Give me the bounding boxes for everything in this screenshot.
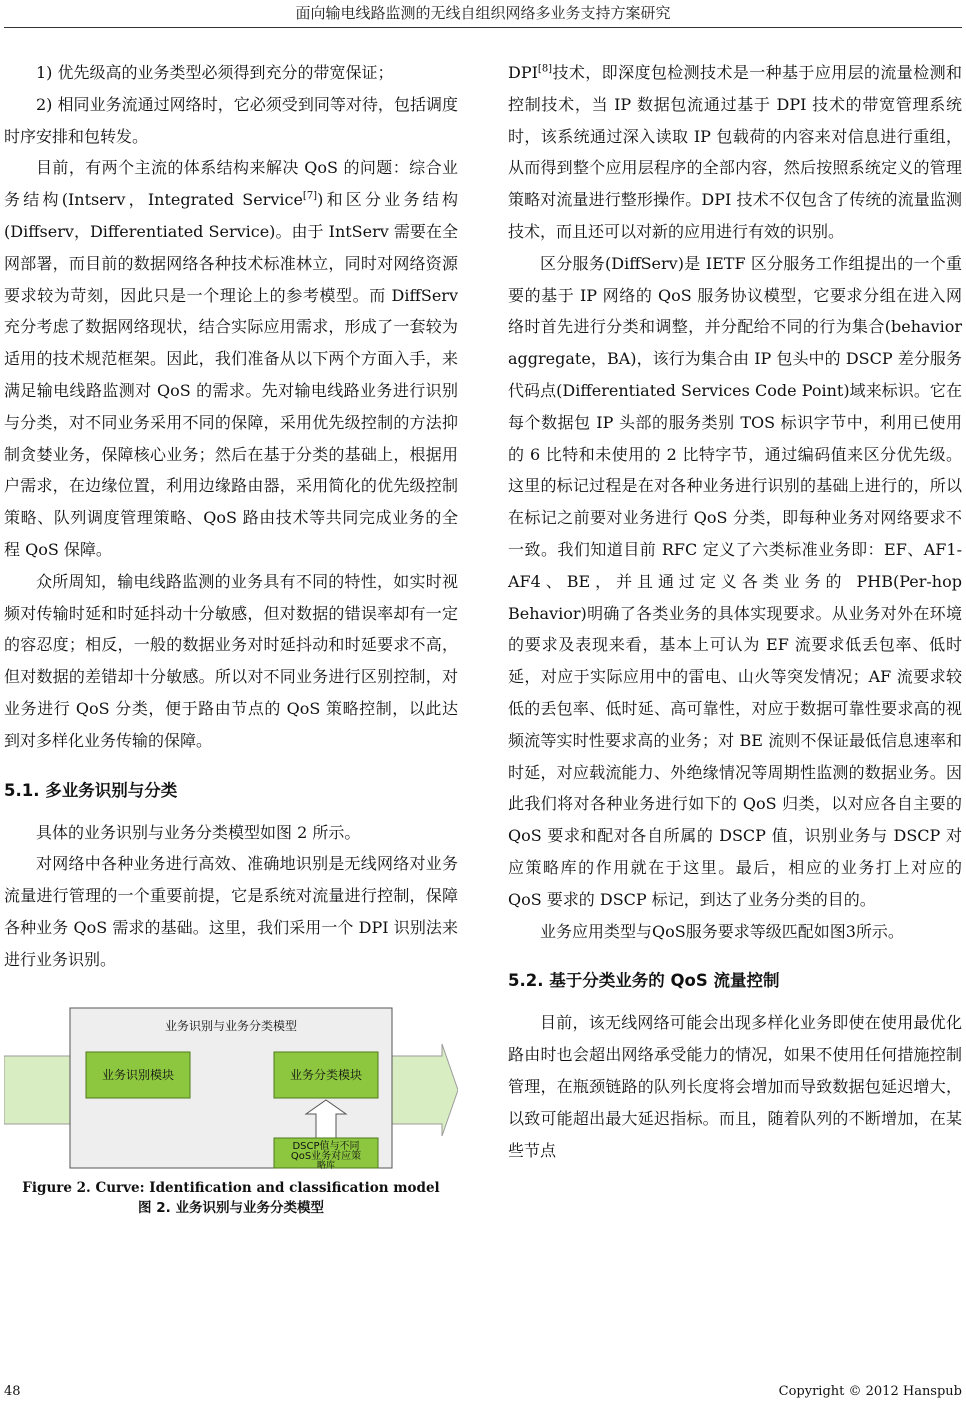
- citation-7: [7]: [302, 190, 318, 202]
- paragraph-text: 目前，有两个主流的体系结构来解决 QoS 的问题：综合业务结构(Intserv，Integrated Service: [4, 158, 458, 210]
- section-heading-5-1: 5.1. 多业务识别与分类: [4, 780, 178, 800]
- paragraph-qos-architectures: [4, 152, 458, 565]
- identify-module-label: 业务识别模块: [101, 1067, 175, 1082]
- dscp-label-line-2: QoS业务对应策: [290, 1150, 362, 1162]
- copyright: Copyright © 2012 Hanspub: [778, 1384, 962, 1399]
- figure-caption-en: Figure 2. Curve: Identification and classification model: [22, 1179, 440, 1196]
- citation-8: [8]: [537, 63, 553, 75]
- figure-2: [4, 1006, 458, 1218]
- paragraph-text: )和区分业务结构(Diffserv，Differentiated Service)。由于 IntServ 需要在全网部署，而目前的数据网络各种技术标准林立，同时对网络资源要求较为苛刻，因此只是一个理论上的参考模型。而 DiffServ 充分考虑了数据网络现状，结合实际应用需求，形成了一套较为适用的技术规范框架。因此，我们准备从以下两个方面入手，来满足输电线路监测对 QoS 的需求。先对输电线路业务进行识别与分类，对不同业务采用不同的保障，采用优先级控制的方法抑制贪婪业务，保障核心业务；然后在基于分类的基础上，根据用户需求，在边缘位置，利用边缘路由器，采用简化的优先级控制策略、队列调度管理策略、QoS 路由技术等共同完成业务的全程 QoS 保障。: [4, 190, 458, 559]
- page-number: 48: [4, 1384, 21, 1399]
- figure-caption-zh: 图 2. 业务识别与业务分类模型: [138, 1199, 324, 1216]
- model-diagram: [4, 1006, 458, 1170]
- dscp-label-line-3: 略库: [316, 1160, 336, 1170]
- paragraph-service-characteristics: 众所周知，输电线路监测的业务具有不同的特性，如实时视频对传输时延和时延抖动十分敏感，但对数据的错误率却有一定的容忍度；相反，一般的数据业务对时延抖动和时延要求不高，但对数据的差错却十分敏感。所以对不同业务进行区别控制，对业务进行 QoS 分类，便于路由节点的 QoS 策略控制，以此达到对多样化业务传输的保障。: [4, 571, 458, 750]
- dscp-label-line-1: DSCP值与不同: [292, 1140, 360, 1152]
- paragraph-flow-control: 目前，该无线网络可能会出现多样化业务即使在使用最优化路由时也会超出网络承受能力的情况，如果不使用任何措施控制管理，在瓶颈链路的队列长度将会增加而导致数据包延迟增大，以致可能超出最大延迟指标。而且，随着队列的不断增加，在某些节点: [508, 1013, 962, 1160]
- right-column: [508, 57, 962, 1166]
- figure-2-diagram: [4, 1006, 458, 1170]
- section-heading-5-2: 5.2. 基于分类业务的 QoS 流量控制: [508, 971, 780, 991]
- paragraph-dpi-intro: 对网络中各种业务进行高效、准确地识别是无线网络对业务流量进行管理的一个重要前提，它是系统对流量进行控制，保障各种业务 QoS 需求的基础。这里，我们采用一个 DPI 识别法来进行业务识别。: [4, 854, 458, 969]
- paragraph-figure3-ref: 业务应用类型与QoS服务要求等级匹配如图3所示。: [540, 921, 904, 941]
- list-item-1: 1) 优先级高的业务类型必须得到充分的带宽保证；: [36, 63, 394, 82]
- paragraph-figure-ref: 具体的业务识别与业务分类模型如图 2 所示。: [36, 822, 361, 842]
- running-title: 面向输电线路监测的无线自组织网络多业务支持方案研究: [295, 4, 671, 22]
- frame-title: 业务识别与业务分类模型: [164, 1018, 298, 1033]
- classify-module-label: 业务分类模块: [289, 1067, 363, 1082]
- list-item-2: 2) 相同业务流通过网络时，它必须受到同等对待，包括调度时序安排和包转发。: [4, 94, 458, 146]
- left-column: [4, 57, 458, 1218]
- paragraph-text: 技术，即深度包检测技术是一种基于应用层的流量检测和控制技术，当 IP 数据包流通过基于 DPI 技术的带宽管理系统时，该系统通过深入读取 IP 包载荷的内容来对信息进行重组，从而得到整个应用层程序的全部内容，然后按照系统定义的管理策略对流量进行整形操作。DPI 技术不仅包含了传统的流量监测技术，而且还可以对新的应用进行有效的识别。: [508, 63, 962, 241]
- paragraph-diffserv: 区分服务(DiffServ)是 IETF 区分服务工作组提出的一个重要的基于 IP 网络的 QoS 服务协议模型，它要求分组在进入网络时首先进行分类和调整，并分配给不同的行为集合(behavior aggregate，BA)，该行为集合由 IP 包头中的 DSCP 差分服务代码点(Differentiated Services Code Point)域来标识。它在每个数据包 IP 头部的服务类别 TOS 标识字节中，利用已使用的 6 比特和未使用的 2 比特字节，通过编码值来区分优先级。这里的标记过程是在对各种业务进行识别的基础上进行的，所以在标记之前要对业务进行 QoS 分类，即每种业务对网络要求不一致。我们知道目前 RFC 定义了六类标准业务即：EF、AF1-AF4、BE，并且通过定义各类业务的 PHB(Per-hop Behavior)明确了各类业务的具体实现要求。从业务对外在环境的要求及表现来看，基本上可认为 EF 流要求低丢包率、低时延，对应于实际应用中的雷电、山火等突发情况；AF 流要求较低的丢包率、低时延、高可靠性，对应于数据可靠性要求高的视频流等实时性要求高的业务；对 BE 流则不保证最低信息速率和时延，对应载流能力、外绝缘情况等周期性监测的数据业务。因此我们将对各种业务进行如下的 QoS 归类，以对应各自主要的 QoS 要求和配对各自所属的 DSCP 值，识别业务与 DSCP 对应策略库的作用就在于这里。最后，相应的业务打上对应的 QoS 要求的 DSCP 标记，到达了业务分类的目的。: [508, 253, 962, 909]
- paragraph-text: DPI: [508, 63, 538, 82]
- paragraph-dpi-technology: [508, 57, 962, 248]
- header-rule: [4, 27, 962, 28]
